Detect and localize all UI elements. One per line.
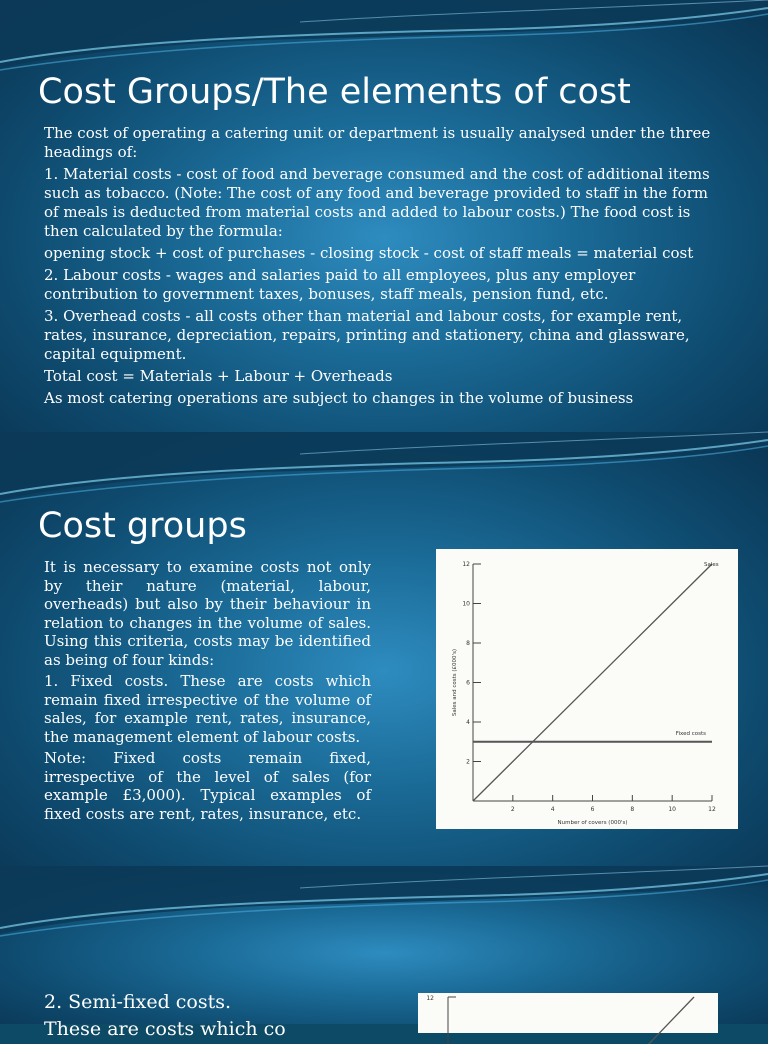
paragraph: Total cost = Materials + Labour + Overheads <box>44 367 393 385</box>
chart-svg <box>418 993 718 1033</box>
series-label: Sales <box>704 562 719 568</box>
slide-body <box>44 558 371 858</box>
y-tick-label: 2 <box>466 758 470 766</box>
y-tick-label: 6 <box>466 679 470 687</box>
x-axis-label: Number of covers (000's) <box>557 820 628 826</box>
series-line <box>448 997 694 1044</box>
chart-fixed-costs <box>436 549 738 829</box>
y-tick-label: 12 <box>426 995 434 1002</box>
series-line-sales <box>473 564 712 801</box>
series-label: Fixed costs <box>675 730 706 737</box>
slide-title: Cost Groups/The elements of cost <box>38 72 631 112</box>
paragraph: As most catering operations are subject to changes in the volume of business <box>44 389 634 407</box>
x-tick-label: 6 <box>590 806 595 813</box>
paragraph: 3. Overhead costs - all costs other than material and labour costs, for example rent, rates, insurance, depreciation, repairs, printing and stationery, china and glassware, capital equipment. <box>44 307 690 363</box>
paragraph: The cost of operating a catering unit or department is usually analysed under the three headings of: <box>44 124 711 161</box>
slide-body <box>44 990 404 1044</box>
paragraph: 1. Fixed costs. These are costs which remain fixed irrespective of the volume of sales, for example rent, rates, insurance, the management element of labour costs. <box>44 672 371 746</box>
x-tick-label: 8 <box>630 806 635 813</box>
paragraph: It is necessary to examine costs not only by their nature (material, labour, overheads) but also by their behaviour in relation to changes in the volume of sales. Using this criteria, costs may be identified as being of four kinds: <box>44 558 371 669</box>
wave-decoration <box>0 0 768 80</box>
slide-body <box>44 124 716 432</box>
paragraph: 2. Labour costs - wages and salaries paid to all employees, plus any employer contribution to government taxes, bonuses, staff meals, pension fund, etc. <box>44 266 636 303</box>
wave-decoration <box>0 432 768 512</box>
paragraph: These are costs which co <box>44 1018 286 1040</box>
slide-title: Cost groups <box>38 506 247 546</box>
x-tick-label: 2 <box>510 806 515 813</box>
slide-2 <box>0 432 768 866</box>
x-tick-label: 12 <box>708 806 716 813</box>
chart-semi-fixed-costs <box>418 993 718 1033</box>
x-tick-label: 10 <box>668 806 676 813</box>
chart-svg <box>436 549 738 829</box>
slide-3 <box>0 866 768 1040</box>
wave-decoration <box>0 866 768 946</box>
y-tick-label: 4 <box>466 719 470 726</box>
y-tick-label: 10 <box>462 600 470 608</box>
y-tick-label: 8 <box>466 640 470 647</box>
paragraph: 1. Material costs - cost of food and beverage consumed and the cost of additional items such as tobacco. (Note: The cost of any food and beverage provided to staff in the form of meals is deducted from material costs and added to labour costs.) The food cost is then calculated by the formula: <box>44 165 710 240</box>
y-axis-label: Sales and costs (£000's) <box>452 648 458 717</box>
paragraph: Note: Fixed costs remain fixed, irrespective of the level of sales (for example £3,000). Typical examples of fixed costs are rent, rates, insurance, etc. <box>44 749 371 823</box>
y-tick-label: 12 <box>462 561 470 568</box>
paragraph: opening stock + cost of purchases - closing stock - cost of staff meals = material cost <box>44 244 694 262</box>
x-tick-label: 4 <box>550 806 555 813</box>
paragraph: 2. Semi-fixed costs. <box>44 991 232 1013</box>
slide-1 <box>0 0 768 432</box>
